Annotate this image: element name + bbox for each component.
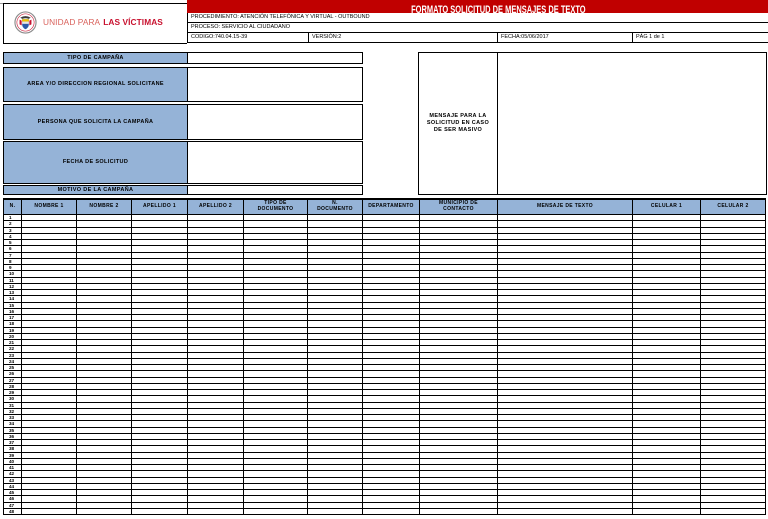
table-row xyxy=(4,509,766,515)
table-cell[interactable] xyxy=(420,509,498,515)
campaign-type-input[interactable] xyxy=(188,53,362,63)
row-number: 6 xyxy=(4,246,22,252)
row-number: 35 xyxy=(4,428,22,434)
row-number: 2 xyxy=(4,221,22,227)
row-number: 39 xyxy=(4,453,22,459)
column-header-tipo-de-documento: TIPO DE DOCUMENTO xyxy=(244,200,308,215)
row-number: 17 xyxy=(4,315,22,321)
column-header-mensaje-de-texto: MENSAJE DE TEXTO xyxy=(498,200,633,215)
table-cell[interactable] xyxy=(498,509,633,515)
row-number: 37 xyxy=(4,440,22,446)
row-number: 1 xyxy=(4,215,22,221)
table-cell[interactable] xyxy=(244,509,308,515)
bulk-message-input[interactable] xyxy=(498,53,766,194)
row-number: 23 xyxy=(4,353,22,359)
row-number: 28 xyxy=(4,384,22,390)
logo-text-light: UNIDAD PARA xyxy=(43,17,101,27)
form-title-bar xyxy=(187,0,768,13)
request-date-field xyxy=(3,141,363,184)
campaign-type-field xyxy=(3,52,363,64)
column-header-apellido-1: APELLIDO 1 xyxy=(132,200,188,215)
request-date-input[interactable] xyxy=(188,142,362,183)
table-cell[interactable] xyxy=(188,509,244,515)
logo-text-bold: LAS VÍCTIMAS xyxy=(103,17,163,27)
column-header-municipio-de-contacto: MUNICIPIO DE CONTACTO xyxy=(420,200,498,215)
row-number: 33 xyxy=(4,415,22,421)
procedure-line: PROCEDIMIENTO: ATENCIÓN TELEFÓNICA Y VIRTUAL - OUTBOUND xyxy=(187,13,768,23)
table-cell[interactable] xyxy=(633,509,701,515)
recipients-table xyxy=(3,198,766,515)
date-cell: FECHA:05/06/2017 xyxy=(498,33,633,42)
row-number: 38 xyxy=(4,446,22,452)
row-number: 19 xyxy=(4,328,22,334)
requesting-area-field xyxy=(3,67,363,102)
campaign-reason-input[interactable] xyxy=(188,186,362,194)
table-cell[interactable] xyxy=(77,509,132,515)
row-number: 25 xyxy=(4,365,22,371)
table-cell[interactable] xyxy=(22,509,77,515)
requesting-area-input[interactable] xyxy=(188,68,362,101)
campaign-type-label: TIPO DE CAMPAÑA xyxy=(4,53,188,63)
requester-input[interactable] xyxy=(188,105,362,139)
column-header-nombre-2: NOMBRE 2 xyxy=(77,200,132,215)
requester-field xyxy=(3,104,363,140)
row-number: 45 xyxy=(4,490,22,496)
column-header-departamento: DEPARTAMENTO xyxy=(363,200,420,215)
row-number: 47 xyxy=(4,503,22,509)
table-cell[interactable] xyxy=(363,509,420,515)
row-number: 18 xyxy=(4,321,22,327)
row-number: 26 xyxy=(4,371,22,377)
row-number: 42 xyxy=(4,471,22,477)
bulk-message-field xyxy=(418,52,767,195)
bulk-message-label: MENSAJE PARA LA SOLICITUD EN CASO DE SER MASIVO xyxy=(419,53,498,194)
row-number: 12 xyxy=(4,284,22,290)
row-number: 48 xyxy=(4,509,22,515)
table-header-row xyxy=(4,200,766,215)
request-date-label: FECHA DE SOLICITUD xyxy=(4,142,188,183)
row-number: 3 xyxy=(4,228,22,234)
row-number: 40 xyxy=(4,459,22,465)
version-cell: VERSIÓN:2 xyxy=(309,33,498,42)
row-number: 24 xyxy=(4,359,22,365)
row-number: 27 xyxy=(4,378,22,384)
row-number: 8 xyxy=(4,259,22,265)
form-title: FORMATO SOLICITUD DE MENSAJES DE TEXTO xyxy=(411,4,586,13)
row-number: 11 xyxy=(4,278,22,284)
requesting-area-label: AREA Y/O DIRECCION REGIONAL SOLICITANE xyxy=(4,68,188,101)
row-number: 44 xyxy=(4,484,22,490)
table-cell[interactable] xyxy=(701,509,766,515)
row-number: 36 xyxy=(4,434,22,440)
row-number: 46 xyxy=(4,496,22,502)
campaign-reason-field xyxy=(3,185,363,195)
column-header-row-number: N. xyxy=(4,200,22,215)
row-number: 29 xyxy=(4,390,22,396)
logo-box xyxy=(3,3,187,44)
coat-of-arms-icon xyxy=(14,11,37,34)
table-cell[interactable] xyxy=(132,509,188,515)
row-number: 43 xyxy=(4,478,22,484)
table-body xyxy=(4,215,766,515)
campaign-reason-label: MOTIVO DE LA CAMPAÑA xyxy=(4,186,188,194)
row-number: 15 xyxy=(4,303,22,309)
row-number: 32 xyxy=(4,409,22,415)
logo-wordmark xyxy=(43,17,163,27)
row-number: 30 xyxy=(4,396,22,402)
row-number: 20 xyxy=(4,334,22,340)
row-number: 34 xyxy=(4,421,22,427)
row-number: 14 xyxy=(4,296,22,302)
row-number: 4 xyxy=(4,234,22,240)
row-number: 41 xyxy=(4,465,22,471)
requester-label: PERSONA QUE SOLICITA LA CAMPAÑA xyxy=(4,105,188,139)
row-number: 13 xyxy=(4,290,22,296)
code-cell: CODIGO:740.04.15-39 xyxy=(188,33,309,42)
row-number: 16 xyxy=(4,309,22,315)
column-header-apellido-2: APELLIDO 2 xyxy=(188,200,244,215)
column-header-celular-1: CELULAR 1 xyxy=(633,200,701,215)
process-line: PROCESO: SERVICIO AL CIUDADANO xyxy=(187,23,768,33)
column-header-celular-2: CELULAR 2 xyxy=(701,200,766,215)
column-header-nombre-1: NOMBRE 1 xyxy=(22,200,77,215)
column-header-n-documento: N. DOCUMENTO xyxy=(308,200,363,215)
row-number: 9 xyxy=(4,265,22,271)
row-number: 21 xyxy=(4,340,22,346)
row-number: 22 xyxy=(4,346,22,352)
row-number: 10 xyxy=(4,271,22,277)
row-number: 31 xyxy=(4,403,22,409)
row-number: 7 xyxy=(4,253,22,259)
table-cell[interactable] xyxy=(308,509,363,515)
document-control-row xyxy=(187,33,768,43)
page-cell: PÁG 1 de 1 xyxy=(636,34,665,40)
row-number: 5 xyxy=(4,240,22,246)
